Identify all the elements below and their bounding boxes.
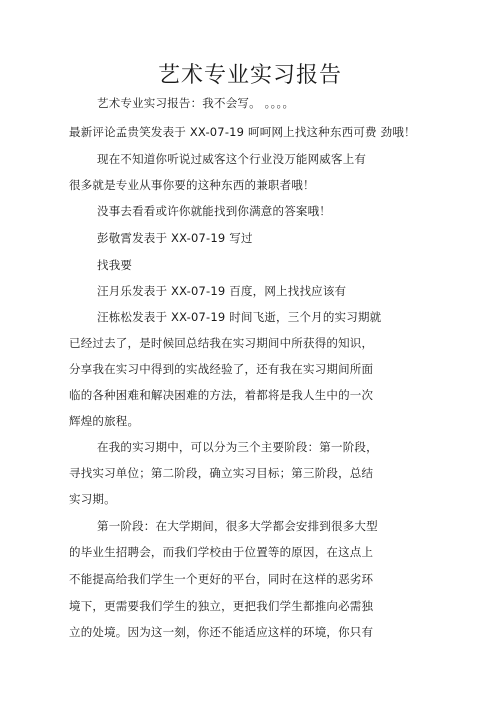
document-title: 艺术专业实习报告 — [157, 63, 342, 88]
paragraph-line: 找我要 — [97, 258, 133, 272]
paragraph-line: 辉煌的旅程。 — [69, 414, 140, 428]
paragraph-line: 不能提高给我们学生一个更好的平台，同时在这样的恶劣环 — [69, 572, 374, 586]
paragraph-line: 第一阶段：在大学期间，很多大学都会安排到很多大型 — [97, 519, 378, 533]
paragraph-line: 实习期。 — [69, 492, 116, 506]
paragraph-line: 在我的实习期中，可以分为三个主要阶段：第一阶段， — [97, 440, 378, 454]
paragraph-line: 现在不知道你听说过威客这个行业没万能网威客上有 — [97, 152, 367, 166]
paragraph-line: 汪栋松发表于 XX-07-19 时间飞逝，三个月的实习期就 — [97, 310, 382, 324]
paragraph-line: 最新评论孟贵笑发表于 XX-07-19 呵呵网上找这种东西可费 劲哦！ — [69, 125, 416, 139]
paragraph-line: 寻找实习单位；第二阶段，确立实习目标；第三阶段，总结 — [69, 466, 374, 480]
paragraph-line: 立的处境。因为这一刻，你还不能适应这样的环境，你只有 — [69, 625, 374, 639]
paragraph-line: 艺术专业实习报告：我不会写。 。。。。 — [97, 96, 295, 110]
paragraph-line: 临的各种困难和解决困难的方法，着都将是我人生中的一次 — [69, 388, 374, 402]
paragraph-line: 没事去看看或许你就能找到你满意的答案哦！ — [97, 204, 331, 218]
paragraph-line: 境下，更需要我们学生的独立，更把我们学生都推向必需独 — [69, 599, 374, 613]
paragraph-line: 彭敬霄发表于 XX-07-19 写过 — [97, 231, 253, 245]
paragraph-line: 很多就是专业从事你要的这种东西的兼职者哦！ — [69, 178, 315, 192]
paragraph-line: 汪月乐发表于 XX-07-19 百度，网上找找应该有 — [97, 284, 347, 298]
paragraph-line: 的毕业生招聘会，而我们学校由于位置等的原因，在这点上 — [69, 545, 374, 559]
paragraph-line: 已经过去了，是时候回总结我在实习期间中所获得的知识， — [69, 336, 374, 350]
paragraph-line: 分享我在实习中得到的实战经验了，还有我在实习期间所面 — [69, 362, 374, 376]
